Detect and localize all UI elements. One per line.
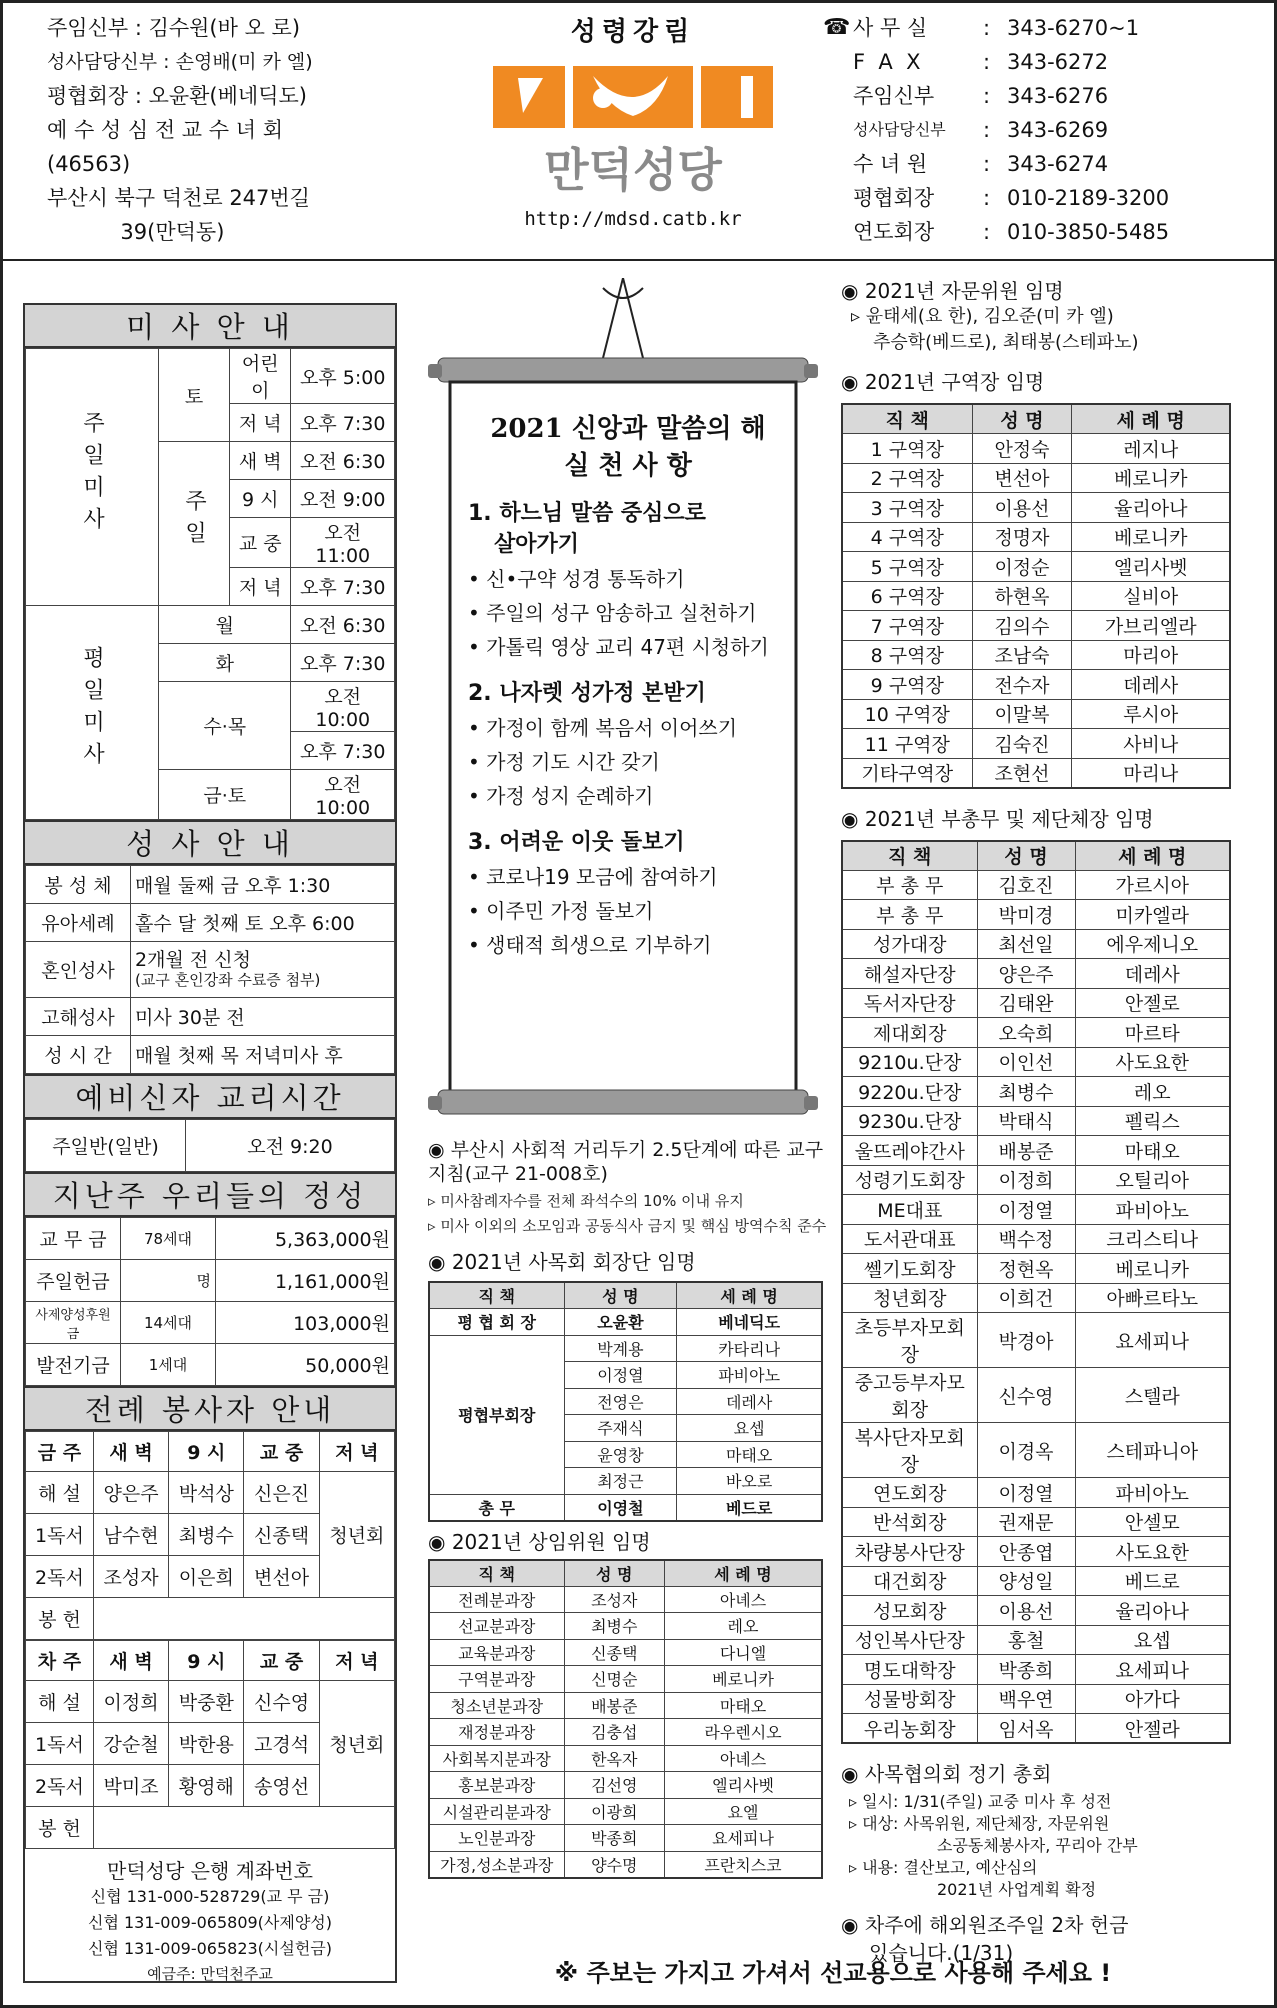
overseas-notice: ◉ 차주에 해외원조주일 2차 헌금 있습니다.(1/31): [841, 1913, 1129, 1965]
general-meeting-title: ◉ 사목협의회 정기 총회: [841, 1762, 1052, 1786]
contact-row: 주임신부 : 343-6276: [853, 84, 1109, 108]
practice-bullet: • 가정이 함께 복음서 이어쓰기: [468, 716, 738, 740]
contact-row: 사 무 실 : 343-6270~1: [853, 16, 1140, 40]
practice-bullet: • 가정 기도 시간 갖기: [468, 750, 660, 774]
contact-row: 연도회장 : 010-3850-5485: [853, 220, 1170, 244]
catechumen-title: 예비신자 교리시간: [25, 1074, 395, 1119]
practice-bullet: • 생태적 희생으로 기부하기: [468, 933, 712, 957]
address-line-2: 39(만덕동): [47, 220, 225, 244]
busan-notice: ◉ 부산시 사회적 거리두기 2.5단계에 따른 교구 지침(교구 21-008호): [428, 1139, 824, 1185]
confessor-line: 성사담당신부 : 손영배(미 카 엘): [47, 51, 313, 73]
pastor-line: 주임신부 : 김수원(바 오 로): [47, 16, 301, 40]
practice-bullet: • 신•구약 성경 통독하기: [468, 567, 685, 591]
advisors-title: ◉ 2021년 자문위원 임명: [841, 279, 1064, 303]
parish-logo: [483, 58, 783, 198]
council-title: ◉ 2021년 사목회 회장단 임명: [428, 1250, 696, 1274]
logo-text: 만덕성당: [544, 143, 722, 197]
practice-bullet: • 주일의 성구 암송하고 실천하기: [468, 601, 757, 625]
bank-accounts: 만덕성당 은행 계좌번호 신협 131-000-528729(교 무 금) 신협 131-009-065809(사제양성) 신협 131-009-065823(시설헌금) 예금주: 만덕천주교: [87, 1859, 332, 1983]
scroll-content: 2021 신앙과 말씀의 해 실 천 사 항 1. 하느님 말씀 중심으로 살아가기 • 신•구약 성경 통독하기 • 주일의 성구 암송하고 실천하기 • 가톨릭 영상 교리 47편 시청하기 2. 나자렛 성가정 본받기 • 가정이 함께 복음서 이어쓰기 • 가정 기도 시간 갖기 • 가정 성지 순례하기 3. 어려운 이웃 돌보기 • 코로나19 모금에 참여하기 • 이주민 가정 돌보기 • 생태적 희생으로 기부하기: [468, 408, 788, 963]
catechumen-table: 주일반(일반) 오전 9:20: [25, 1119, 395, 1172]
servers-this-week: 금 주 새 벽 9 시 교 중 저 녁 해 설 양은주 박석상 신은진 청년회 1독서 남수현 최병수 신종택 2독서 조성자 이은희 변선아 봉 헌: [25, 1431, 395, 1640]
contact-row: F A X : 343-6272: [853, 50, 1109, 74]
council-table: 직 책 성 명 세 례 명 평 협 회 장 오윤환 베네딕도 평협부회장 박계용 카타리나 이정열 파비아노 전영은 데레사 주재식 요셉 윤영창 마태오 최정근 바오로 총 무 이영철 베드로: [428, 1281, 823, 1522]
district-title: ◉ 2021년 구역장 임명: [841, 370, 1045, 394]
sacrament-table: 봉 성 체 매월 둘째 금 오후 1:30 유아세례 홀수 달 첫째 토 오후 6:00 혼인성사 2개월 전 신청 (교구 혼인강좌 수료증 첨부) 고해성사 미사 30분 전 성 시 간 매월 첫째 목 저녁미사 후: [25, 865, 395, 1074]
standing-table: 직 책 성 명 세 례 명 전례분과장 조성자 아녜스 선교분과장 최병수 레오 교육분과장 신종택 다니엘 구역분과장 신명순 베로니카 청소년분과장 배봉준 마태오 재정분과장 김충섭 라우렌시오 사회복지분과장 한옥자 아녜스 홍보분과장 김선영 엘리사벳 시설관리분과장 이광희 요엘 노인분과장 박종희 요세피나 가정,성소분과장 양수명 프란치스코: [428, 1559, 823, 1879]
district-table: 직 책 성 명 세 례 명 1 구역장 안정숙 레지나 2 구역장 변선아 베로니카 3 구역장 이용선 율리아나 4 구역장 정명자 베로니카 5 구역장 이정순 엘리사벳 6 구역장 하현옥 실비아 7 구역장 김의수 가브리엘라 8 구역장 조남숙 마리아 9 구역장 전수자 데레사 10 구역장 이말복 루시아 11 구역장 김숙진 사비나 기타구역장 조현선 마리나: [841, 403, 1231, 789]
address-line-1: 부산시 북구 덕천로 247번길: [47, 186, 310, 210]
middle-notices: ◉ 부산시 사회적 거리두기 2.5단계에 따른 교구 지침(교구 21-008호) ▹ 미사참례자수를 전체 좌석수의 10% 이내 유지 ▹ 미사 이외의 소모임과 공동식사 금지 및 핵심 방역수칙 준수 ◉ 2021년 사목회 회장단 임명 직 책 성 명 세 례 명 평 협 회 장 오윤환 베네딕도 평협부회장 박계용 카타리나 이정열 파비아노 전영은 데레사 주재식 요셉 윤영창 마태오 최정근 바오로 총 무 이영철 베드로 ◉ 2021년 상임위원 임명 직 책 성 명 세 례 명 전례분과장 조성자 아녜스 선교분과장 최병수 레오 교육분과장 신종택 다니엘 구역분과장 신명순 베로니카 청소년분과장 배봉준 마태오 재정분과장 김충섭 라우렌시오 사회복지분과장 한옥자 아녜스 홍보분과장 김선영 엘리사벳 시설관리분과장 이광희 요엘 노인분과장 박종희 요세피나 가정,성소분과장 양수명 프란치스코: [428, 1138, 828, 1879]
contact-list: [823, 11, 1170, 249]
practice-bullet: • 가정 성지 순례하기: [468, 784, 654, 808]
contact-row: 성사담당신부 : 343-6269: [853, 118, 1109, 142]
deputy-title: ◉ 2021년 부총무 및 제단체장 임명: [841, 806, 1154, 831]
sisters-line: 예 수 성 심 전 교 수 녀 회: [47, 118, 283, 142]
practice-scroll: [428, 278, 818, 1123]
header-center: [463, 11, 803, 230]
right-column: ◉ 2021년 자문위원 임명 ▹ 윤태세(요 한), 김오준(미 카 엘) 추승학(베드로), 최태봉(스테파노) ◉ 2021년 구역장 임명 직 책 성 명 세 례 명 1 구역장 안정숙 레지나 2 구역장 변선아 베로니카 3 구역장 이용선 율리아나 4 구역장 정명자 베로니카 5 구역장 이정순 엘리사벳 6 구역장 하현옥 실비아 7 구역장 김의수 가브리엘라 8 구역장 조남숙 마리아 9 구역장 전수자 데레사 10 구역장 이말복 루시아 11 구역장 김숙진 사비나 기타구역장 조현선 마리나 ◉ 2021년 부총무 및 제단체장 임명 직 책 성 명 세 례 명 부 총 무 김호진 가르시아 부 총 무 박미경 미카엘라 성가대장 최선일 에우제니오 해설자단장 양은주 데레사 독서자단장 김태완 안젤로 제대회장 오숙희 마르타 9210u.단장 이인선 사도요한 9220u.단장 최병수 레오 9230u.단장 박태식 펠릭스 울뜨레야간사 배봉준 마태오 성령기도회장 이정희 오틸리아 ME대표 이정열 파비아노 도서관대표 백수정 크리스티나 쎌기도회장 정현옥 베로니카 청년회장 이희건 아빠르타노 초등부자모회장 박경아 요세피나 중고등부자모회장 신수영 스텔라 복사단자모회장 이경옥 스테파니아 연도회장 이정열 파비아노 반석회장 권재문 안셀모 차량봉사단장 안종엽 사도요한 대건회장 양성일 베드로 성모회장 이용선 율리아나 성인복사단장 홍철 요셉 명도대학장 박종희 요세피나 성물방회장 백우연 아가다 우리농회장 임서옥 안젤라 ◉ 사목협의회 정기 총회 ▹ 일시: 1/31(주일) 교중 미사 후 성전 ▹ 대상: 사목위원, 제단체장, 자문위원 소공동체봉사자, 꾸리아 간부 ▹ 내용: 결산보고, 예산심의 2021년 사업계획 확정 ◉ 차주에 해외원조주일 2차 헌금 있습니다.(1/31): [841, 275, 1261, 1967]
mass-schedule-title: 미 사 안 내: [25, 305, 395, 348]
deputy-table: 직 책 성 명 세 례 명 부 총 무 김호진 가르시아 부 총 무 박미경 미카엘라 성가대장 최선일 에우제니오 해설자단장 양은주 데레사 독서자단장 김태완 안젤로 제대회장 오숙희 마르타 9210u.단장 이인선 사도요한 9220u.단장 최병수 레오 9230u.단장 박태식 펠릭스 울뜨레야간사 배봉준 마태오 성령기도회장 이정희 오틸리아 ME대표 이정열 파비아노 도서관대표 백수정 크리스티나 쎌기도회장 정현옥 베로니카 청년회장 이희건 아빠르타노 초등부자모회장 박경아 요세피나 중고등부자모회장 신수영 스텔라 복사단자모회장 이경옥 스테파니아 연도회장 이정열 파비아노 반석회장 권재문 안셀모 차량봉사단장 안종엽 사도요한 대건회장 양성일 베드로 성모회장 이용선 율리아나 성인복사단장 홍철 요셉 명도대학장 박종희 요세피나 성물방회장 백우연 아가다 우리농회장 임서옥 안젤라: [841, 840, 1231, 1745]
contact-row: 수 녀 원 : 343-6274: [853, 152, 1109, 176]
council-president-line: 평협회장 : 오윤환(베네딕도): [47, 84, 307, 108]
parish-info: [47, 11, 313, 249]
phone-icon: ☎: [823, 15, 851, 40]
servers-title: 전례 봉사자 안내: [25, 1386, 395, 1431]
mass-schedule-table: 주일미사 토 어린이 오후 5:00 저 녁 오후 7:30 주일 새 벽 오전 6:30 9 시 오전 9:00 교 중 오전 11:00 저 녁 오후 7:30 평일미사 월 오전 6:30 화 오후 7:30 수·목 오전 10:00 오후 7:30 금·토 오전 10:00: [25, 348, 395, 820]
contact-row: 평협회장 : 010-2189-3200: [853, 186, 1170, 210]
practice-bullet: • 가톨릭 영상 교리 47편 시청하기: [468, 635, 769, 659]
offering-table: 교 무 금 78세대 5,363,000원 주일헌금 명 1,161,000원 사제양성후원금 14세대 103,000원 발전기금 1세대 50,000원: [25, 1217, 395, 1386]
parish-url[interactable]: http://mdsd.catb.kr: [524, 208, 742, 230]
liturgical-title: 성령강림: [570, 17, 696, 47]
bulletin-header: [3, 3, 1277, 261]
footer-notice: ※ 주보는 가지고 가셔서 선교용으로 사용해 주세요 !: [554, 1959, 1112, 1987]
servers-next-week: 차 주 새 벽 9 시 교 중 저 녁 해 설 이정희 박중환 신수영 청년회 1독서 강순철 박한용 고경석 2독서 박미조 황영해 송영선 봉 헌: [25, 1640, 395, 1849]
practice-bullet: • 이주민 가정 돌보기: [468, 899, 654, 923]
offering-title: 지난주 우리들의 정성: [25, 1172, 395, 1217]
left-column: [23, 303, 397, 1983]
standing-title: ◉ 2021년 상임위원 임명: [428, 1529, 651, 1554]
practice-bullet: • 코로나19 모금에 참여하기: [468, 865, 718, 889]
general-meeting-details: ▹ 일시: 1/31(주일) 교중 미사 후 성전 ▹ 대상: 사목위원, 제단체장, 자문위원 소공동체봉사자, 꾸리아 간부 ▹ 내용: 결산보고, 예산심의 2021년 사업계획 확정: [849, 1792, 1138, 1899]
postal-code: (46563): [47, 152, 131, 176]
sacrament-title: 성 사 안 내: [25, 820, 395, 865]
